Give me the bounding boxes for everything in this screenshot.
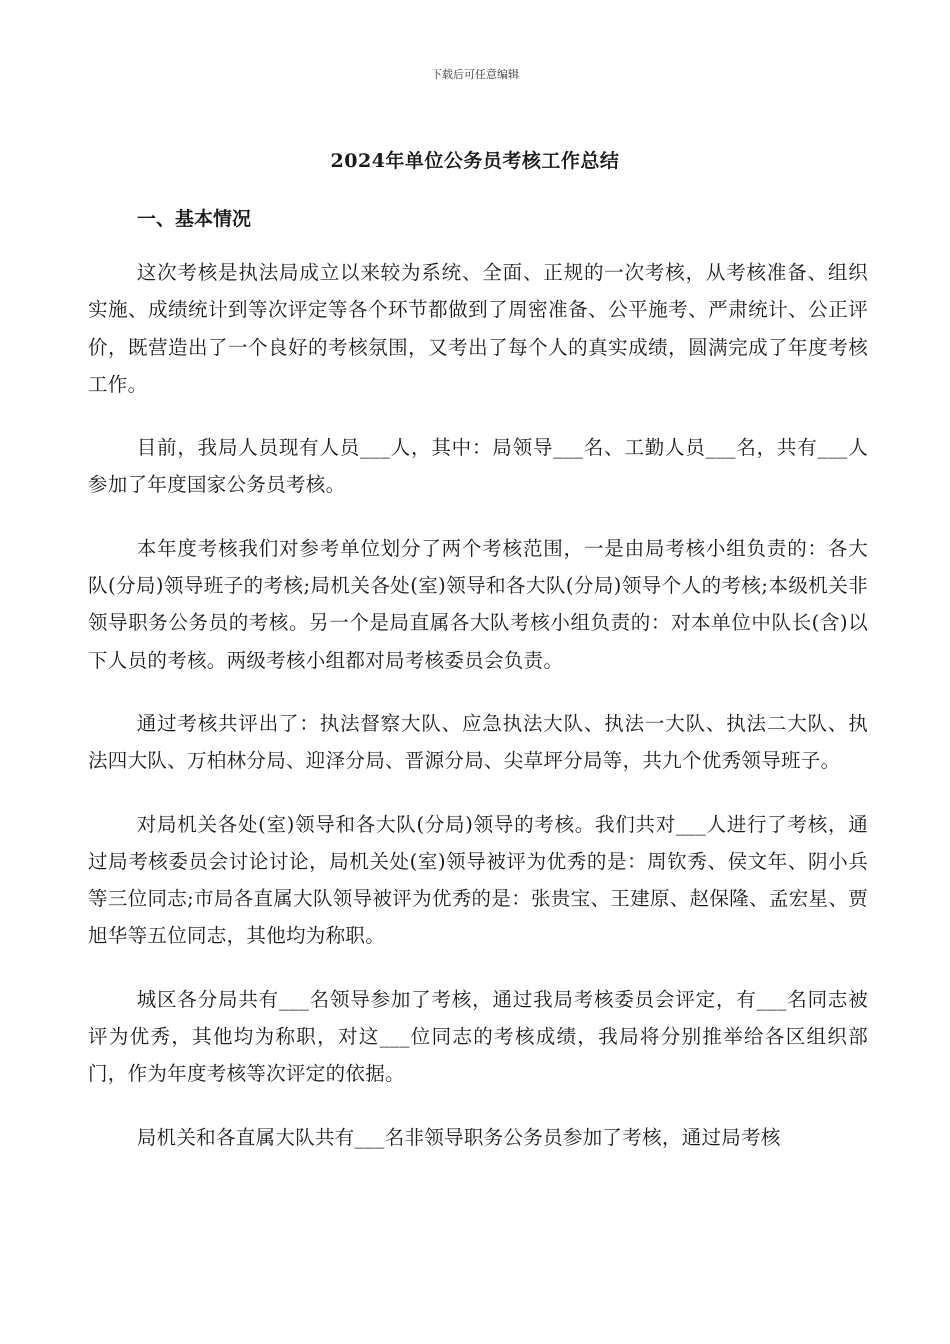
- paragraph-excellent-teams: 通过考核共评出了：执法督察大队、应急执法大队、执法一大队、执法二大队、执法四大队、万柏林分局、迎泽分局、晋源分局、尖草坪分局等，共九个优秀领导班子。: [88, 711, 868, 773]
- document-body: [88, 254, 868, 1182]
- section-heading: 一、基本情况: [137, 208, 252, 230]
- header-note: 下载后可任意编辑: [431, 68, 519, 81]
- paragraph-leader-assessment: 对局机关各处(室)领导和各大队(分局)领导的考核。我们共对___人进行了考核，通过局考核委员会讨论讨论，局机关处(室)领导被评为优秀的是：周钦秀、侯文年、阴小兵等三位同志;市局各直属大队领导被评为优秀的是：张贵宝、王建原、赵保隆、孟宏星、贾旭华等五位同志，其他均为称职。: [88, 812, 868, 948]
- paragraph-branch-leaders: 城区各分局共有___名领导参加了考核，通过我局考核委员会评定，有___名同志被评为优秀，其他均为称职，对这___位同志的考核成绩，我局将分别推举给各区组织部门，作为年度考核等次评定的依据。: [88, 987, 868, 1086]
- paragraph-assessment-scope: 本年度考核我们对参考单位划分了两个考核范围，一是由局考核小组负责的：各大队(分局)领导班子的考核;局机关各处(室)领导和各大队(分局)领导个人的考核;本级机关非领导职务公务员的考核。另一个是局直属各大队考核小组负责的：对本单位中队长(含)以下人员的考核。两级考核小组都对局考核委员会负责。: [88, 536, 868, 672]
- document-title: 2024年单位公务员考核工作总结: [330, 150, 620, 172]
- paragraph-staff-count: 目前，我局人员现有人员___人，其中：局领导___名、工勤人员___名，共有___人参加了年度国家公务员考核。: [88, 436, 868, 497]
- paragraph-non-leader-staff: 局机关和各直属大队共有___名非领导职务公务员参加了考核，通过局考核: [136, 1125, 781, 1149]
- paragraph-assessment-overview: 这次考核是执法局成立以来较为系统、全面、正规的一次考核，从考核准备、组织实施、成绩统计到等次评定等各个环节都做到了周密准备、公平施考、严肃统计、公正评价，既营造出了一个良好的考核氛围，又考出了每个人的真实成绩，圆满完成了年度考核工作。: [88, 261, 868, 396]
